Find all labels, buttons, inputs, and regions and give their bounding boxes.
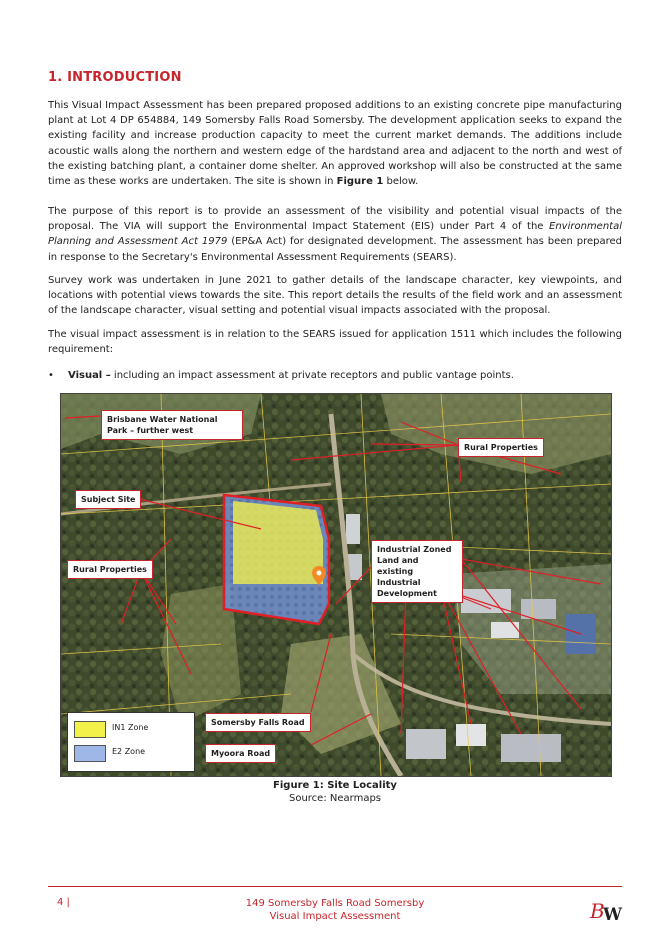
label-rural-properties-ne: Rural Properties [458,438,544,457]
svg-text:W: W [603,905,623,925]
footer-address: 149 Somersby Falls Road Somersby [245,898,425,909]
label-brisbane-water: Brisbane Water National Park – further west [101,410,243,440]
label-subject-site: Subject Site [75,490,141,509]
requirement-bullet: • Visual – including an impact assessment at private receptors and public vantage points. [48,370,514,381]
footer-title [235,897,435,923]
figure-caption-source: Source: Nearmaps [288,793,382,804]
section-heading: 1. INTRODUCTION [48,70,182,85]
svg-text:B: B [590,899,605,923]
legend-label-e2: E2 Zone [112,747,146,756]
paragraph-purpose: The purpose of this report is to provide an assessment of the visibility and potential visual impacts of the proposal. The VIA will support the Environmental Impact Statement (EIS) under Part 4 of the Environmental Planning and Assessment Act 1979 (EP&A Act) for designated development. The assessment has been prepared in response to the Secretary's Environmental Assessment Requirements (SEARS). [48,206,622,263]
label-rural-properties-w: Rural Properties [67,560,153,579]
footer-report-name: Visual Impact Assessment [269,911,401,922]
legend-label-in1: IN1 Zone [112,723,149,732]
map-legend [67,712,195,772]
label-industrial: Industrial Zoned Land and existing Industrial Development [371,540,463,603]
paragraph-intro: This Visual Impact Assessment has been prepared proposed additions to an existing concrete pipe manufacturing plant at Lot 4 DP 654884, 149 Somersby Falls Road Somersby. The development application seeks to expand the existing facility and increase production capacity to meet the current market demands. The additions include acoustic walls along the northern and western edge of the hardstand area and adjacent to the north and west of the existing batching plant, a container dome shelter. An approved workshop will also be constructed at the same time as these works are undertaken. The site is shown in Figure 1 below. [48,100,622,188]
label-somersby-falls-road: Somersby Falls Road [205,713,311,732]
page-number: 4 | [57,897,70,908]
company-logo [588,895,624,925]
legend-swatch-e2 [74,745,106,762]
footer-divider [48,886,622,887]
legend-swatch-in1 [74,721,106,738]
label-myoora-road: Myoora Road [205,744,276,763]
site-locality-map [60,393,612,777]
figure-caption-title: Figure 1: Site Locality [273,780,397,791]
in1-zone-area [233,501,323,584]
paragraph-survey: Survey work was undertaken in June 2021 to gather details of the landscape character, key viewpoints, and locations with potential views towards the site. This report details the results of the field work and an assessment of the landscape character, visual setting and potential visual impacts associated with the proposal. [48,275,622,317]
paragraph-requirement: The visual impact assessment is in relation to the SEARS issued for application 1511 which includes the following requirement: [48,329,622,356]
